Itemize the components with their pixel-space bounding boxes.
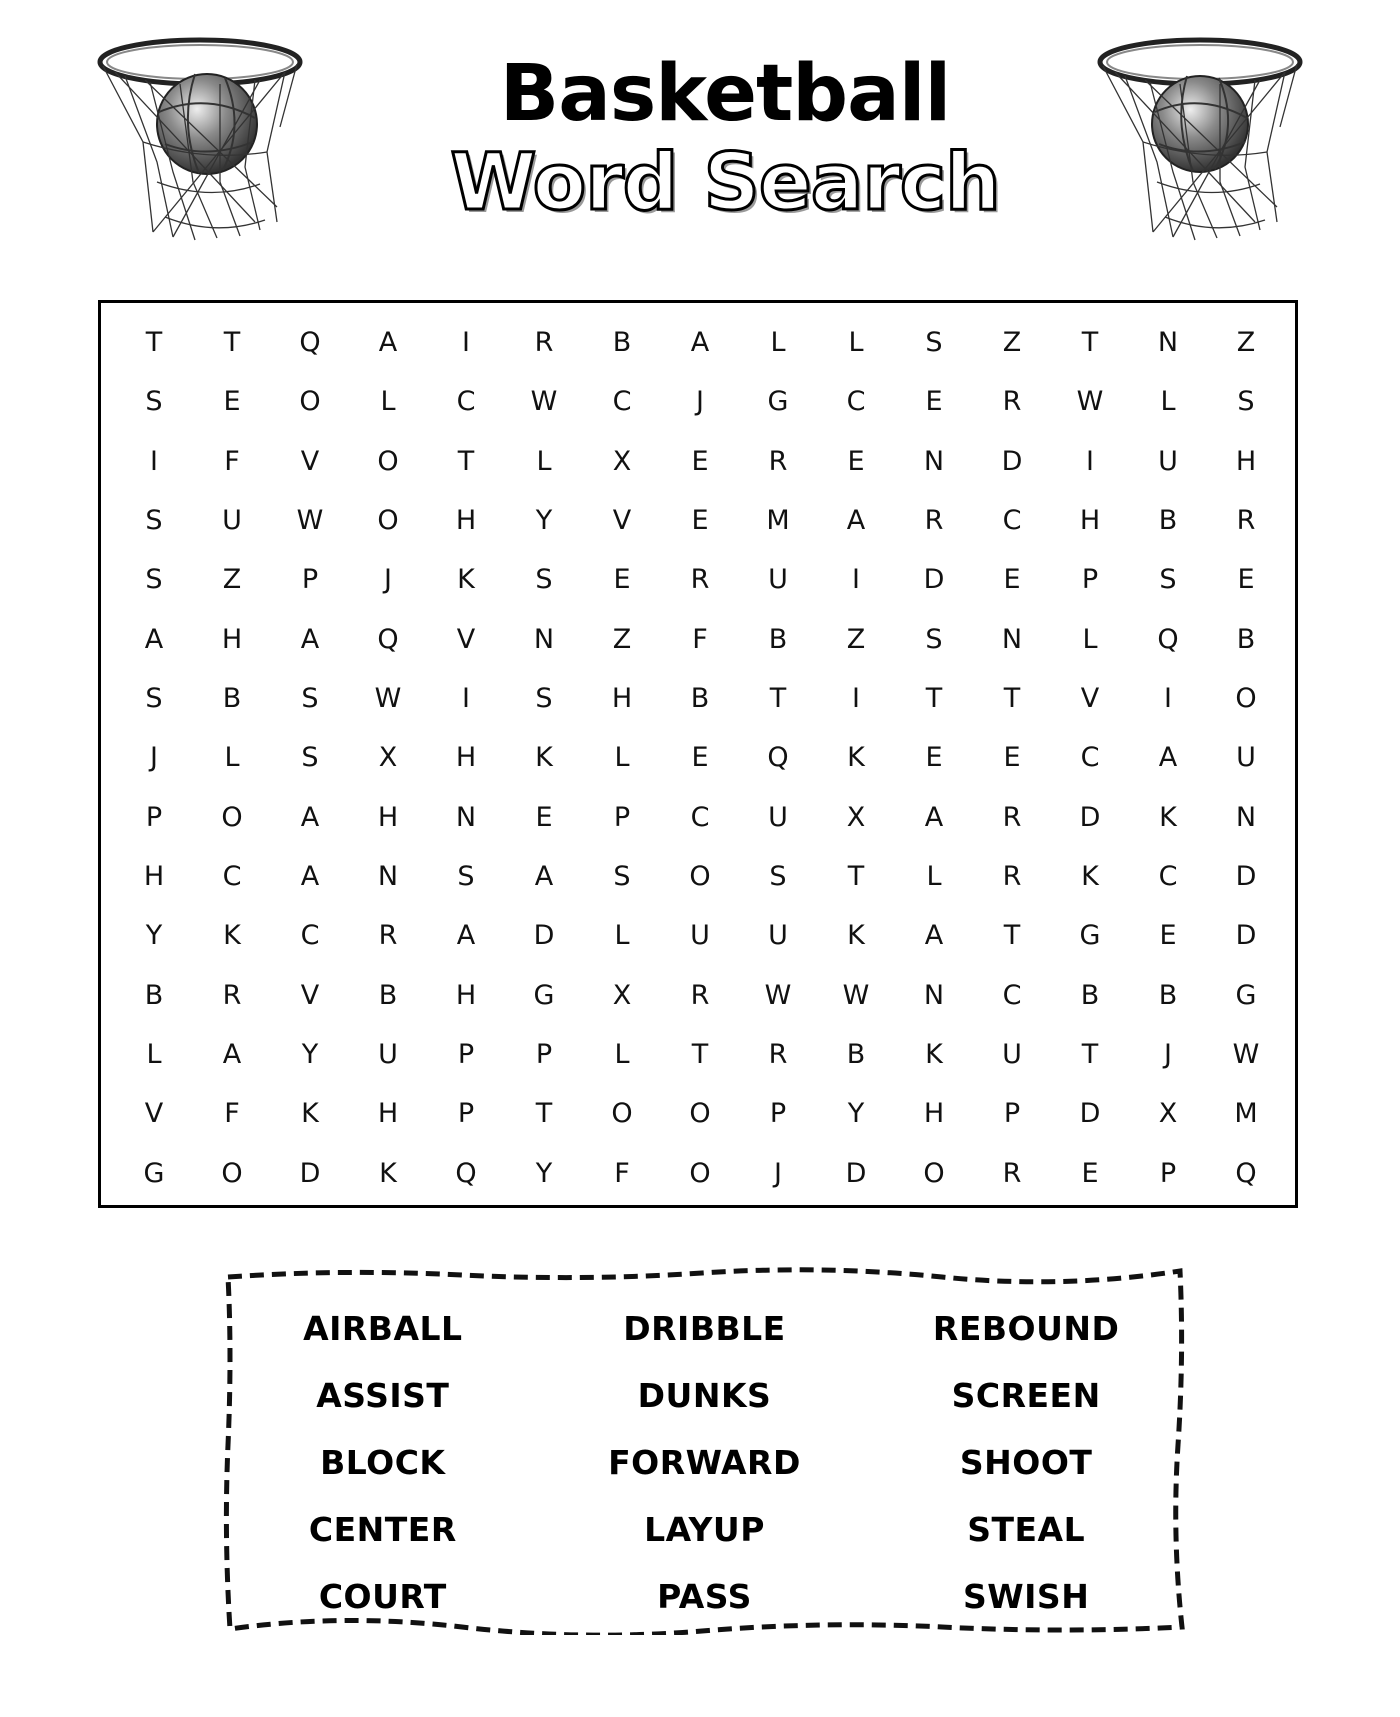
grid-letter[interactable]: K [925,1039,943,1071]
grid-letter[interactable]: P [457,1098,475,1130]
grid-letter[interactable]: A [300,801,320,833]
grid-letter[interactable]: N [923,445,945,477]
grid-letter[interactable]: B [1158,505,1178,537]
grid-letter[interactable]: U [1236,742,1256,774]
grid-letter[interactable]: K [847,742,865,774]
grid-letter[interactable]: O [299,386,321,418]
grid-letter[interactable]: V [144,1098,164,1130]
grid-letter[interactable]: N [923,979,945,1011]
grid-letter[interactable]: Q [1235,1157,1257,1189]
grid-letter[interactable]: R [768,1039,788,1071]
grid-letter[interactable]: B [1080,979,1100,1011]
word-item: COURT [318,1577,447,1616]
grid-letter[interactable]: O [611,1098,633,1130]
grid-letter[interactable]: T [769,683,787,715]
title-main: Basketball [499,49,951,139]
grid-letter[interactable]: U [378,1039,398,1071]
grid-letter[interactable]: N [455,801,477,833]
grid-letter[interactable]: H [377,801,399,833]
grid-letter[interactable]: Q [455,1157,477,1189]
grid-letter[interactable]: I [1164,683,1172,715]
grid-letter[interactable]: O [221,1157,243,1189]
grid-letter[interactable]: S [613,861,631,893]
letter-grid [115,313,1285,1203]
grid-letter[interactable]: L [614,920,630,952]
grid-letter[interactable]: L [926,861,942,893]
grid-letter[interactable]: O [923,1157,945,1189]
grid-letter[interactable]: S [925,623,943,655]
grid-letter[interactable]: H [455,742,477,774]
grid-letter[interactable]: T [223,327,241,359]
grid-letter[interactable]: H [923,1098,945,1130]
word-item: ASSIST [316,1376,450,1415]
grid-letter[interactable]: T [691,1039,709,1071]
grid-letter[interactable]: F [614,1157,630,1189]
grid-letter[interactable]: S [1237,386,1255,418]
grid-letter[interactable]: E [1003,742,1021,774]
word-item: PASS [657,1577,752,1616]
grid-letter[interactable]: A [1158,742,1178,774]
basketball-hoop-icon [95,32,305,242]
grid-letter[interactable]: A [300,861,320,893]
page-title [380,50,1070,228]
grid-letter[interactable]: C [846,386,866,418]
grid-letter[interactable]: Y [847,1098,865,1130]
grid-letter[interactable]: W [1076,386,1104,418]
grid-letter[interactable]: C [300,920,320,952]
grid-letter[interactable]: O [377,445,399,477]
grid-letter[interactable]: F [224,1098,240,1130]
grid-letter[interactable]: X [612,979,632,1011]
grid-letter[interactable]: M [1234,1098,1258,1130]
grid-letter[interactable]: S [535,683,553,715]
grid-letter[interactable]: A [222,1039,242,1071]
grid-letter[interactable]: O [377,505,399,537]
grid-letter[interactable]: H [455,505,477,537]
grid-letter[interactable]: O [1235,683,1257,715]
grid-letter[interactable]: L [224,742,240,774]
grid-letter[interactable]: E [1237,564,1255,596]
grid-letter[interactable]: Z [846,623,866,655]
word-item: FORWARD [608,1443,801,1482]
grid-letter[interactable]: P [1081,564,1099,596]
grid-letter[interactable]: D [1079,801,1101,833]
grid-letter[interactable]: C [1158,861,1178,893]
grid-letter[interactable]: A [846,505,866,537]
grid-letter[interactable]: X [612,445,632,477]
grid-letter[interactable]: E [847,445,865,477]
grid-letter[interactable]: K [1081,861,1099,893]
grid-letter[interactable]: L [614,1039,630,1071]
word-list [222,1295,1187,1625]
grid-letter[interactable]: E [613,564,631,596]
grid-letter[interactable]: K [535,742,553,774]
grid-letter[interactable]: V [300,445,320,477]
grid-letter[interactable]: Q [767,742,789,774]
grid-letter[interactable]: L [146,1039,162,1071]
grid-letter[interactable]: R [1002,861,1022,893]
grid-letter[interactable]: A [456,920,476,952]
grid-letter[interactable]: L [848,327,864,359]
grid-letter[interactable]: A [690,327,710,359]
grid-letter[interactable]: R [768,445,788,477]
grid-letter[interactable]: A [144,623,164,655]
grid-letter[interactable]: S [769,861,787,893]
grid-letter[interactable]: K [301,1098,319,1130]
grid-letter[interactable]: U [768,920,788,952]
grid-letter[interactable]: S [457,861,475,893]
grid-letter[interactable]: P [769,1098,787,1130]
word-bank [222,1265,1187,1635]
grid-letter[interactable]: I [852,564,860,596]
grid-letter[interactable]: A [378,327,398,359]
grid-letter[interactable]: S [535,564,553,596]
grid-letter[interactable]: P [1159,1157,1177,1189]
grid-letter[interactable]: E [691,445,709,477]
grid-letter[interactable]: E [223,386,241,418]
grid-letter[interactable]: P [145,801,163,833]
grid-letter[interactable]: S [145,564,163,596]
grid-letter[interactable]: E [1003,564,1021,596]
word-item: SCREEN [951,1376,1101,1415]
grid-letter[interactable]: I [462,683,470,715]
grid-letter[interactable]: N [1235,801,1257,833]
grid-letter[interactable]: C [1080,742,1100,774]
grid-letter[interactable]: H [377,1098,399,1130]
word-item: LAYUP [644,1510,765,1549]
grid-letter[interactable]: P [1003,1098,1021,1130]
grid-letter[interactable]: L [770,327,786,359]
letter-grid-box [98,300,1298,1208]
grid-letter[interactable]: J [696,386,704,418]
grid-letter[interactable]: G [767,386,789,418]
grid-letter[interactable]: Q [377,623,399,655]
grid-letter[interactable]: E [535,801,553,833]
grid-letter[interactable]: R [1236,505,1256,537]
grid-letter[interactable]: J [1164,1039,1172,1071]
grid-letter[interactable]: T [1003,920,1021,952]
grid-letter[interactable]: C [612,386,632,418]
grid-letter[interactable]: H [1235,445,1257,477]
grid-letter[interactable]: E [1081,1157,1099,1189]
grid-letter[interactable]: R [1002,801,1022,833]
grid-letter[interactable]: I [462,327,470,359]
grid-letter[interactable]: T [925,683,943,715]
word-item: STEAL [967,1510,1086,1549]
grid-letter[interactable]: C [690,801,710,833]
grid-letter[interactable]: V [456,623,476,655]
grid-letter[interactable]: S [301,742,319,774]
grid-letter[interactable]: W [530,386,558,418]
grid-letter[interactable]: A [924,920,944,952]
grid-letter[interactable]: T [1081,327,1099,359]
grid-letter[interactable]: P [535,1039,553,1071]
grid-letter[interactable]: A [924,801,944,833]
grid-letter[interactable]: U [768,801,788,833]
grid-letter[interactable]: O [689,861,711,893]
grid-letter[interactable]: S [925,327,943,359]
grid-letter[interactable]: U [1002,1039,1022,1071]
grid-letter[interactable]: B [846,1039,866,1071]
grid-letter[interactable]: F [692,623,708,655]
grid-letter[interactable]: N [1001,623,1023,655]
grid-letter[interactable]: E [691,742,709,774]
grid-letter[interactable]: I [1086,445,1094,477]
grid-letter[interactable]: D [533,920,555,952]
grid-letter[interactable]: C [1002,505,1022,537]
grid-letter[interactable]: A [534,861,554,893]
grid-letter[interactable]: R [690,979,710,1011]
grid-letter[interactable]: B [378,979,398,1011]
grid-letter[interactable]: L [536,445,552,477]
grid-letter[interactable]: Z [612,623,632,655]
grid-letter[interactable]: B [1236,623,1256,655]
grid-letter[interactable]: R [1002,386,1022,418]
grid-letter[interactable]: P [613,801,631,833]
grid-letter[interactable]: T [1081,1039,1099,1071]
grid-letter[interactable]: N [1157,327,1179,359]
word-item: CENTER [308,1510,457,1549]
grid-letter[interactable]: E [691,505,709,537]
grid-letter[interactable]: E [1159,920,1177,952]
grid-letter[interactable]: H [221,623,243,655]
word-item: DUNKS [637,1376,772,1415]
grid-letter[interactable]: H [143,861,165,893]
grid-letter[interactable]: B [1158,979,1178,1011]
grid-letter[interactable]: H [611,683,633,715]
grid-letter[interactable]: O [689,1157,711,1189]
word-item: SWISH [962,1577,1090,1616]
grid-letter[interactable]: R [222,979,242,1011]
grid-letter[interactable]: B [768,623,788,655]
word-item: SHOOT [959,1443,1093,1482]
grid-letter[interactable]: C [456,386,476,418]
grid-letter[interactable]: D [1079,1098,1101,1130]
grid-letter[interactable]: K [1159,801,1177,833]
grid-letter[interactable]: Q [299,327,321,359]
grid-letter[interactable]: H [455,979,477,1011]
basketball-hoop-icon [1095,32,1305,242]
grid-letter[interactable]: S [1159,564,1177,596]
grid-letter[interactable]: S [145,386,163,418]
grid-letter[interactable]: W [296,505,324,537]
grid-letter[interactable]: X [846,801,866,833]
grid-letter[interactable]: C [1002,979,1022,1011]
grid-letter[interactable]: F [224,445,240,477]
grid-letter[interactable]: R [1002,1157,1022,1189]
grid-letter[interactable]: J [150,742,158,774]
grid-letter[interactable]: J [774,1157,782,1189]
grid-letter[interactable]: T [535,1098,553,1130]
grid-letter[interactable]: X [378,742,398,774]
grid-letter[interactable]: I [150,445,158,477]
grid-letter[interactable]: V [1080,683,1100,715]
grid-letter[interactable]: C [222,861,242,893]
grid-letter[interactable]: B [690,683,710,715]
grid-letter[interactable]: R [690,564,710,596]
grid-letter[interactable]: U [1158,445,1178,477]
grid-letter[interactable]: V [300,979,320,1011]
word-item: REBOUND [932,1309,1120,1348]
grid-letter[interactable]: B [612,327,632,359]
grid-letter[interactable]: D [1235,920,1257,952]
grid-letter[interactable]: S [301,683,319,715]
grid-letter[interactable]: E [925,742,943,774]
grid-letter[interactable]: H [1079,505,1101,537]
grid-letter[interactable]: B [222,683,242,715]
grid-letter[interactable]: Y [535,1157,553,1189]
grid-letter[interactable]: Z [1002,327,1022,359]
grid-letter[interactable]: U [768,564,788,596]
grid-letter[interactable]: P [301,564,319,596]
grid-letter[interactable]: W [842,979,870,1011]
grid-letter[interactable]: R [378,920,398,952]
grid-letter[interactable]: L [1160,386,1176,418]
grid-letter[interactable]: W [1232,1039,1260,1071]
grid-letter[interactable]: Y [535,505,553,537]
grid-letter[interactable]: S [145,683,163,715]
grid-letter[interactable]: O [689,1098,711,1130]
grid-letter[interactable]: E [925,386,943,418]
word-item: AIRBALL [303,1309,463,1348]
grid-letter[interactable]: W [374,683,402,715]
title-subtitle: Word Search [450,138,1000,228]
grid-letter[interactable]: D [1235,861,1257,893]
grid-letter[interactable]: Z [222,564,242,596]
grid-letter[interactable]: R [924,505,944,537]
grid-letter[interactable]: B [144,979,164,1011]
grid-letter[interactable]: G [533,979,555,1011]
grid-letter[interactable]: D [845,1157,867,1189]
grid-letter[interactable]: X [1158,1098,1178,1130]
grid-letter[interactable]: U [222,505,242,537]
grid-letter[interactable]: Y [301,1039,319,1071]
word-item: DRIBBLE [623,1309,786,1348]
grid-letter[interactable]: L [380,386,396,418]
grid-letter[interactable]: D [1001,445,1023,477]
grid-letter[interactable]: G [143,1157,165,1189]
grid-letter[interactable]: N [533,623,555,655]
grid-letter[interactable]: U [690,920,710,952]
grid-letter[interactable]: D [923,564,945,596]
grid-letter[interactable]: T [1003,683,1021,715]
grid-letter[interactable]: L [614,742,630,774]
grid-letter[interactable]: I [852,683,860,715]
grid-letter[interactable]: Y [145,920,163,952]
grid-letter[interactable]: Q [1157,623,1179,655]
grid-letter[interactable]: V [612,505,632,537]
grid-letter[interactable]: K [457,564,475,596]
grid-letter[interactable]: T [847,861,865,893]
grid-letter[interactable]: A [300,623,320,655]
grid-letter[interactable]: J [384,564,392,596]
grid-letter[interactable]: G [1235,979,1257,1011]
grid-letter[interactable]: W [764,979,792,1011]
grid-letter[interactable]: K [223,920,241,952]
grid-letter[interactable]: O [221,801,243,833]
grid-letter[interactable]: T [145,327,163,359]
grid-letter[interactable]: K [379,1157,397,1189]
grid-letter[interactable]: D [299,1157,321,1189]
grid-letter[interactable]: P [457,1039,475,1071]
grid-letter[interactable]: S [145,505,163,537]
grid-letter[interactable]: R [534,327,554,359]
grid-letter[interactable]: K [847,920,865,952]
grid-letter[interactable]: N [377,861,399,893]
grid-letter[interactable]: M [766,505,790,537]
grid-letter[interactable]: T [457,445,475,477]
grid-letter[interactable]: G [1079,920,1101,952]
word-item: BLOCK [320,1443,446,1482]
grid-letter[interactable]: L [1082,623,1098,655]
grid-letter[interactable]: Z [1236,327,1256,359]
